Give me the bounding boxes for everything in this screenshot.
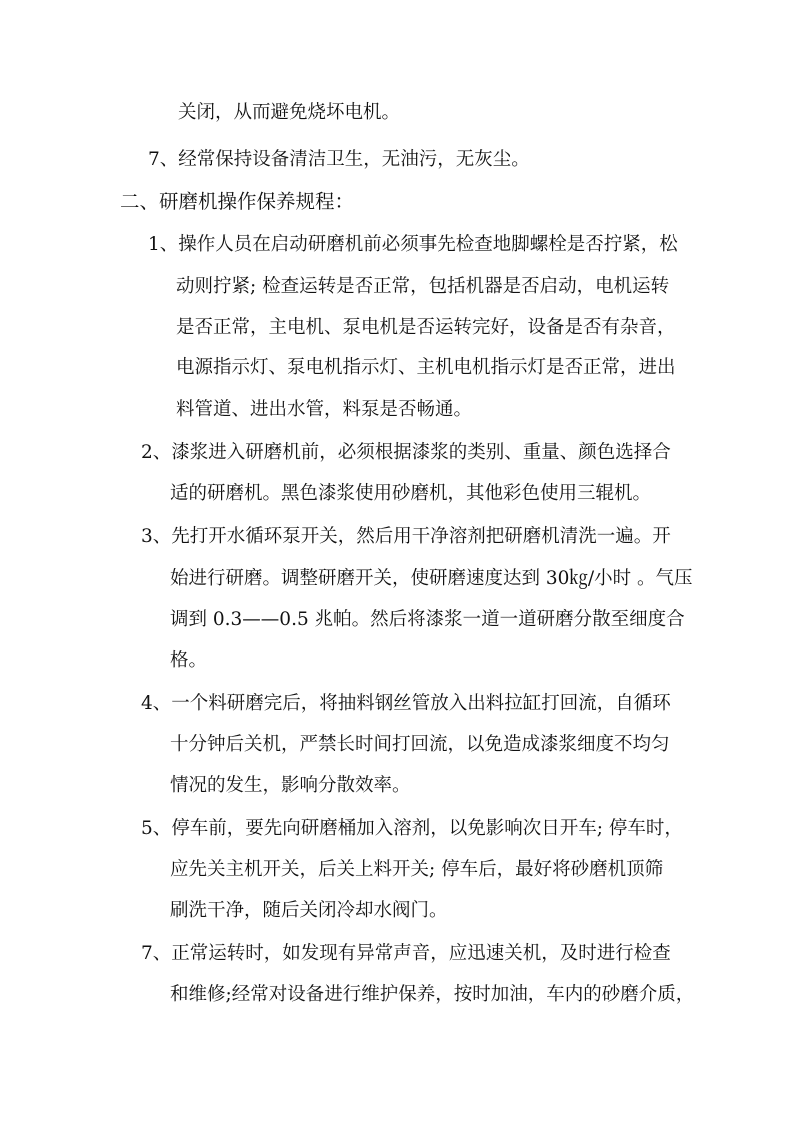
item-3-line-4: 格。 <box>170 650 208 671</box>
item-5-line-3: 刷洗干净，随后关闭冷却水阀门。 <box>170 900 448 921</box>
item-5-line-2: 应先关主机开关，后关上料开关; 停车后，最好将砂磨机顶筛 <box>170 859 664 880</box>
item-7-line-2: 和维修;经常对设备进行维护保养，按时加油，车内的砂磨介质， <box>170 984 695 1005</box>
item-4-line-3: 情况的发生，影响分散效率。 <box>170 775 411 796</box>
item-1-line-5: 料管道、进出水管，料泵是否畅通。 <box>176 399 473 420</box>
item-3-line-1: 3、先打开水循环泵开关，然后用干净溶剂把研磨机清洗一遍。开 <box>141 526 671 547</box>
item-5-line-1: 5、停车前，要先向研磨桶加入溶剂，以免影响次日开车; 停车时， <box>141 818 683 839</box>
item-2-line-2: 适的研磨机。黑色漆浆使用砂磨机，其他彩色使用三辊机。 <box>170 483 652 504</box>
item-4-line-2: 十分钟后关机，严禁长时间打回流，以免造成漆浆细度不均匀 <box>170 734 670 755</box>
item-3-line-3: 调到 0.3——0.5 兆帕。然后将漆浆一道一道研磨分散至细度合 <box>170 609 685 630</box>
item-1-line-2: 动则拧紧; 检查运转是否正常，包括机器是否启动，电机运转 <box>176 276 670 297</box>
section-heading: 二、研磨机操作保养规程： <box>120 190 355 213</box>
item-1-line-1: 1、操作人员在启动研磨机前必须事先检查地脚螺栓是否拧紧，松 <box>148 234 678 255</box>
item-2-line-1: 2、漆浆进入研磨机前，必须根据漆浆的类别、重量、颜色选择合 <box>141 442 671 463</box>
item-3-line-2: 始进行研磨。调整研磨开关，使研磨速度达到 30㎏/小时 。气压 <box>170 568 693 589</box>
continuation-line: 关闭，从而避免烧坏电机。 <box>178 102 401 123</box>
item-1-line-3: 是否正常，主电机、泵电机是否运转完好，设备是否有杂音， <box>176 317 676 338</box>
item-1-line-4: 电源指示灯、泵电机指示灯、主机电机指示灯是否正常，进出 <box>176 357 676 378</box>
item-7-line-1: 7、正常运转时，如发现有异常声音，应迅速关机，及时进行检查 <box>141 943 671 964</box>
item-4-line-1: 4、一个料研磨完后，将抽料钢丝管放入出料拉缸打回流，自循环 <box>141 693 671 714</box>
paragraph-item-7-cleanliness: 7、经常保持设备清洁卫生，无油污，无灰尘。 <box>148 149 530 170</box>
